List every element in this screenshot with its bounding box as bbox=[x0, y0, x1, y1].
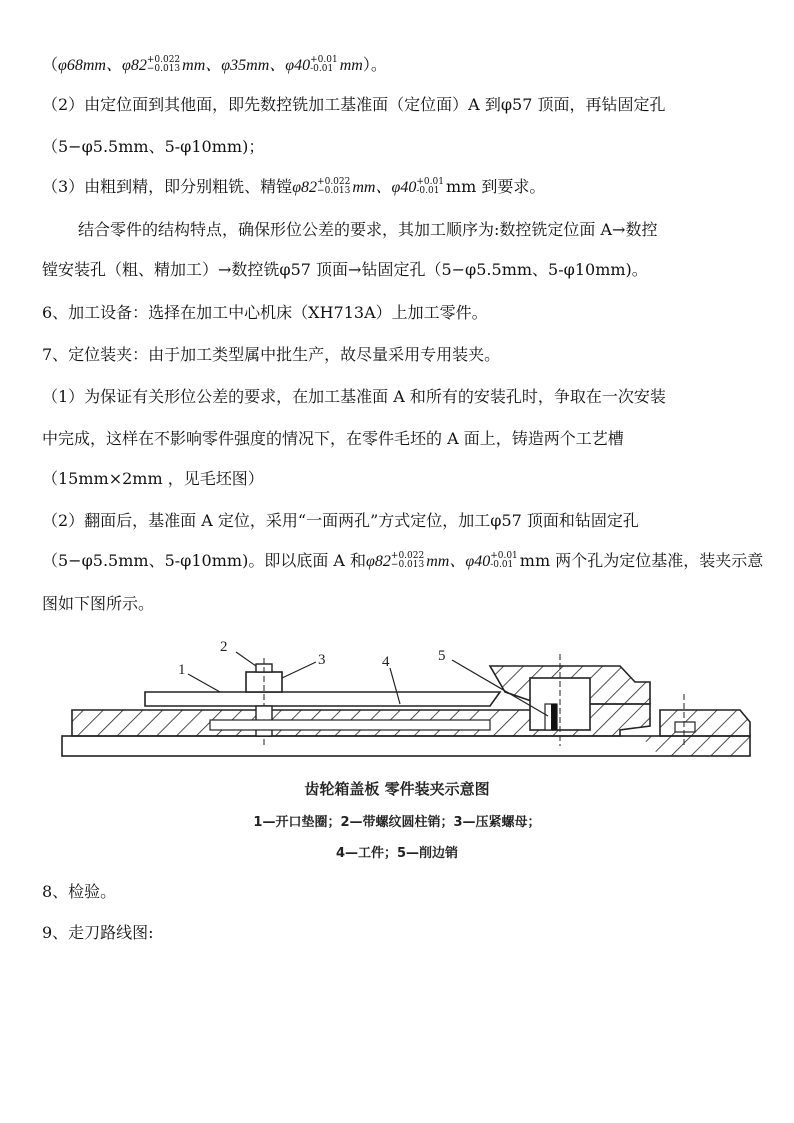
leader-1 bbox=[188, 674, 220, 692]
fixture-diagram bbox=[60, 634, 752, 764]
tolerance-82 bbox=[147, 56, 180, 74]
text-segment: （5−φ5.5mm、5-φ10mm)。即以底面 A 和 bbox=[42, 551, 367, 570]
unit: mm、 bbox=[182, 57, 222, 74]
dim-phi40: φ40 bbox=[285, 57, 311, 74]
label-3: 3 bbox=[318, 652, 326, 668]
text-line-4 bbox=[42, 176, 754, 199]
tol-upper: +0.01 bbox=[416, 176, 444, 187]
text-line-9: （1）为保证有关形位公差的要求，在加工基准面 A 和所有的安装孔时，争取在一次安装 bbox=[42, 387, 666, 406]
text-line-1 bbox=[42, 54, 754, 77]
tol-lower: -0.01 bbox=[310, 63, 334, 74]
label-1: 1 bbox=[178, 662, 186, 678]
label-4: 4 bbox=[382, 654, 390, 670]
text-line-15: 8、检验。 bbox=[42, 882, 117, 901]
workpiece-cavity bbox=[210, 720, 490, 730]
dim-phi82: φ82 bbox=[121, 57, 147, 74]
dim-phi68: φ68mm、 bbox=[58, 57, 122, 74]
tol-upper: +0.022 bbox=[390, 550, 425, 561]
figure-caption-line-2: 4—工件；5—削边销 bbox=[335, 846, 459, 861]
text-line-2: （2）由定位面到其他面，即先数控铣加工基准面（定位面）A 到φ57 顶面，再钻固定孔 bbox=[42, 95, 666, 114]
unit: mm bbox=[339, 57, 363, 74]
dim-phi82: φ82 bbox=[292, 179, 318, 196]
fixture-drawing bbox=[60, 634, 752, 764]
leader-2 bbox=[236, 652, 256, 666]
tol-upper: +0.022 bbox=[146, 54, 181, 65]
text-line-12: （2）翻面后，基准面 A 定位，采用“一面两孔”方式定位，加工φ57 顶面和钻固定孔 bbox=[42, 511, 639, 530]
dim-phi40: φ40 bbox=[465, 553, 491, 570]
text-line-3: （5−φ5.5mm、5-φ10mm)； bbox=[42, 137, 265, 156]
figure-title: 齿轮箱盖板 零件装夹示意图 bbox=[304, 780, 490, 798]
text-line-11: （15mm×2mm ，见毛坯图） bbox=[42, 469, 264, 488]
label-5: 5 bbox=[438, 648, 446, 664]
text-line-13 bbox=[42, 550, 764, 573]
diamond-pin-core bbox=[551, 704, 557, 730]
paren: ）。 bbox=[362, 55, 387, 74]
text-line-8: 7、定位装夹：由于加工类型属中批生产，故尽量采用专用装夹。 bbox=[42, 345, 501, 364]
tol-lower: −0.013 bbox=[146, 63, 181, 74]
right-support bbox=[660, 710, 750, 736]
tol-lower: −0.013 bbox=[390, 559, 425, 570]
text-line-7: 6、加工设备：选择在加工中心机床（XH713A）上加工零件。 bbox=[42, 303, 488, 322]
unit: mm、 bbox=[426, 553, 466, 570]
open-washer bbox=[145, 692, 500, 706]
unit: mm、 bbox=[352, 179, 392, 196]
leader-3 bbox=[282, 662, 316, 678]
text-segment: mm 两个孔为定位基准，装夹示意 bbox=[519, 551, 764, 570]
tol-lower: -0.01 bbox=[416, 185, 440, 196]
dim-phi35: φ35mm、 bbox=[221, 57, 286, 74]
right-slot bbox=[675, 722, 695, 732]
text-line-16: 9、走刀路线图: bbox=[42, 923, 154, 942]
tol-lower: −0.013 bbox=[317, 185, 351, 196]
tolerance-82 bbox=[391, 552, 424, 570]
figure-caption-line-1: 1—开口垫圈；2—带螺纹圆柱销；3—压紧螺母； bbox=[253, 815, 541, 830]
text-segment: mm 到要求。 bbox=[445, 177, 546, 196]
tolerance-40 bbox=[490, 552, 518, 570]
tolerance-40 bbox=[416, 178, 444, 196]
tol-upper: +0.022 bbox=[317, 176, 351, 187]
dim-phi40: φ40 bbox=[391, 179, 417, 196]
text-line-6: 镗安装孔（粗、精加工）→数控铣φ57 顶面→钻固定孔（5−φ5.5mm、5-φ10mm)。 bbox=[42, 260, 648, 279]
tol-upper: +0.01 bbox=[490, 550, 518, 561]
dim-phi82: φ82 bbox=[366, 553, 391, 570]
tol-lower: -0.01 bbox=[490, 559, 514, 570]
text-line-5: 结合零件的结构特点，确保形位公差的要求，其加工顺序为:数控铣定位面 A→数控 bbox=[78, 220, 658, 239]
text-segment: （3）由粗到精，即分别粗铣、精镗 bbox=[42, 177, 293, 196]
text-line-10: 中完成，这样在不影响零件强度的情况下，在零件毛坯的 A 面上，铸造两个工艺槽 bbox=[42, 429, 624, 448]
tolerance-82 bbox=[317, 178, 350, 196]
paren: （ bbox=[42, 55, 59, 74]
text-line-14: 图如下图所示。 bbox=[42, 594, 155, 613]
tolerance-40 bbox=[310, 56, 338, 74]
label-2: 2 bbox=[220, 639, 228, 655]
tol-upper: +0.01 bbox=[310, 54, 338, 65]
